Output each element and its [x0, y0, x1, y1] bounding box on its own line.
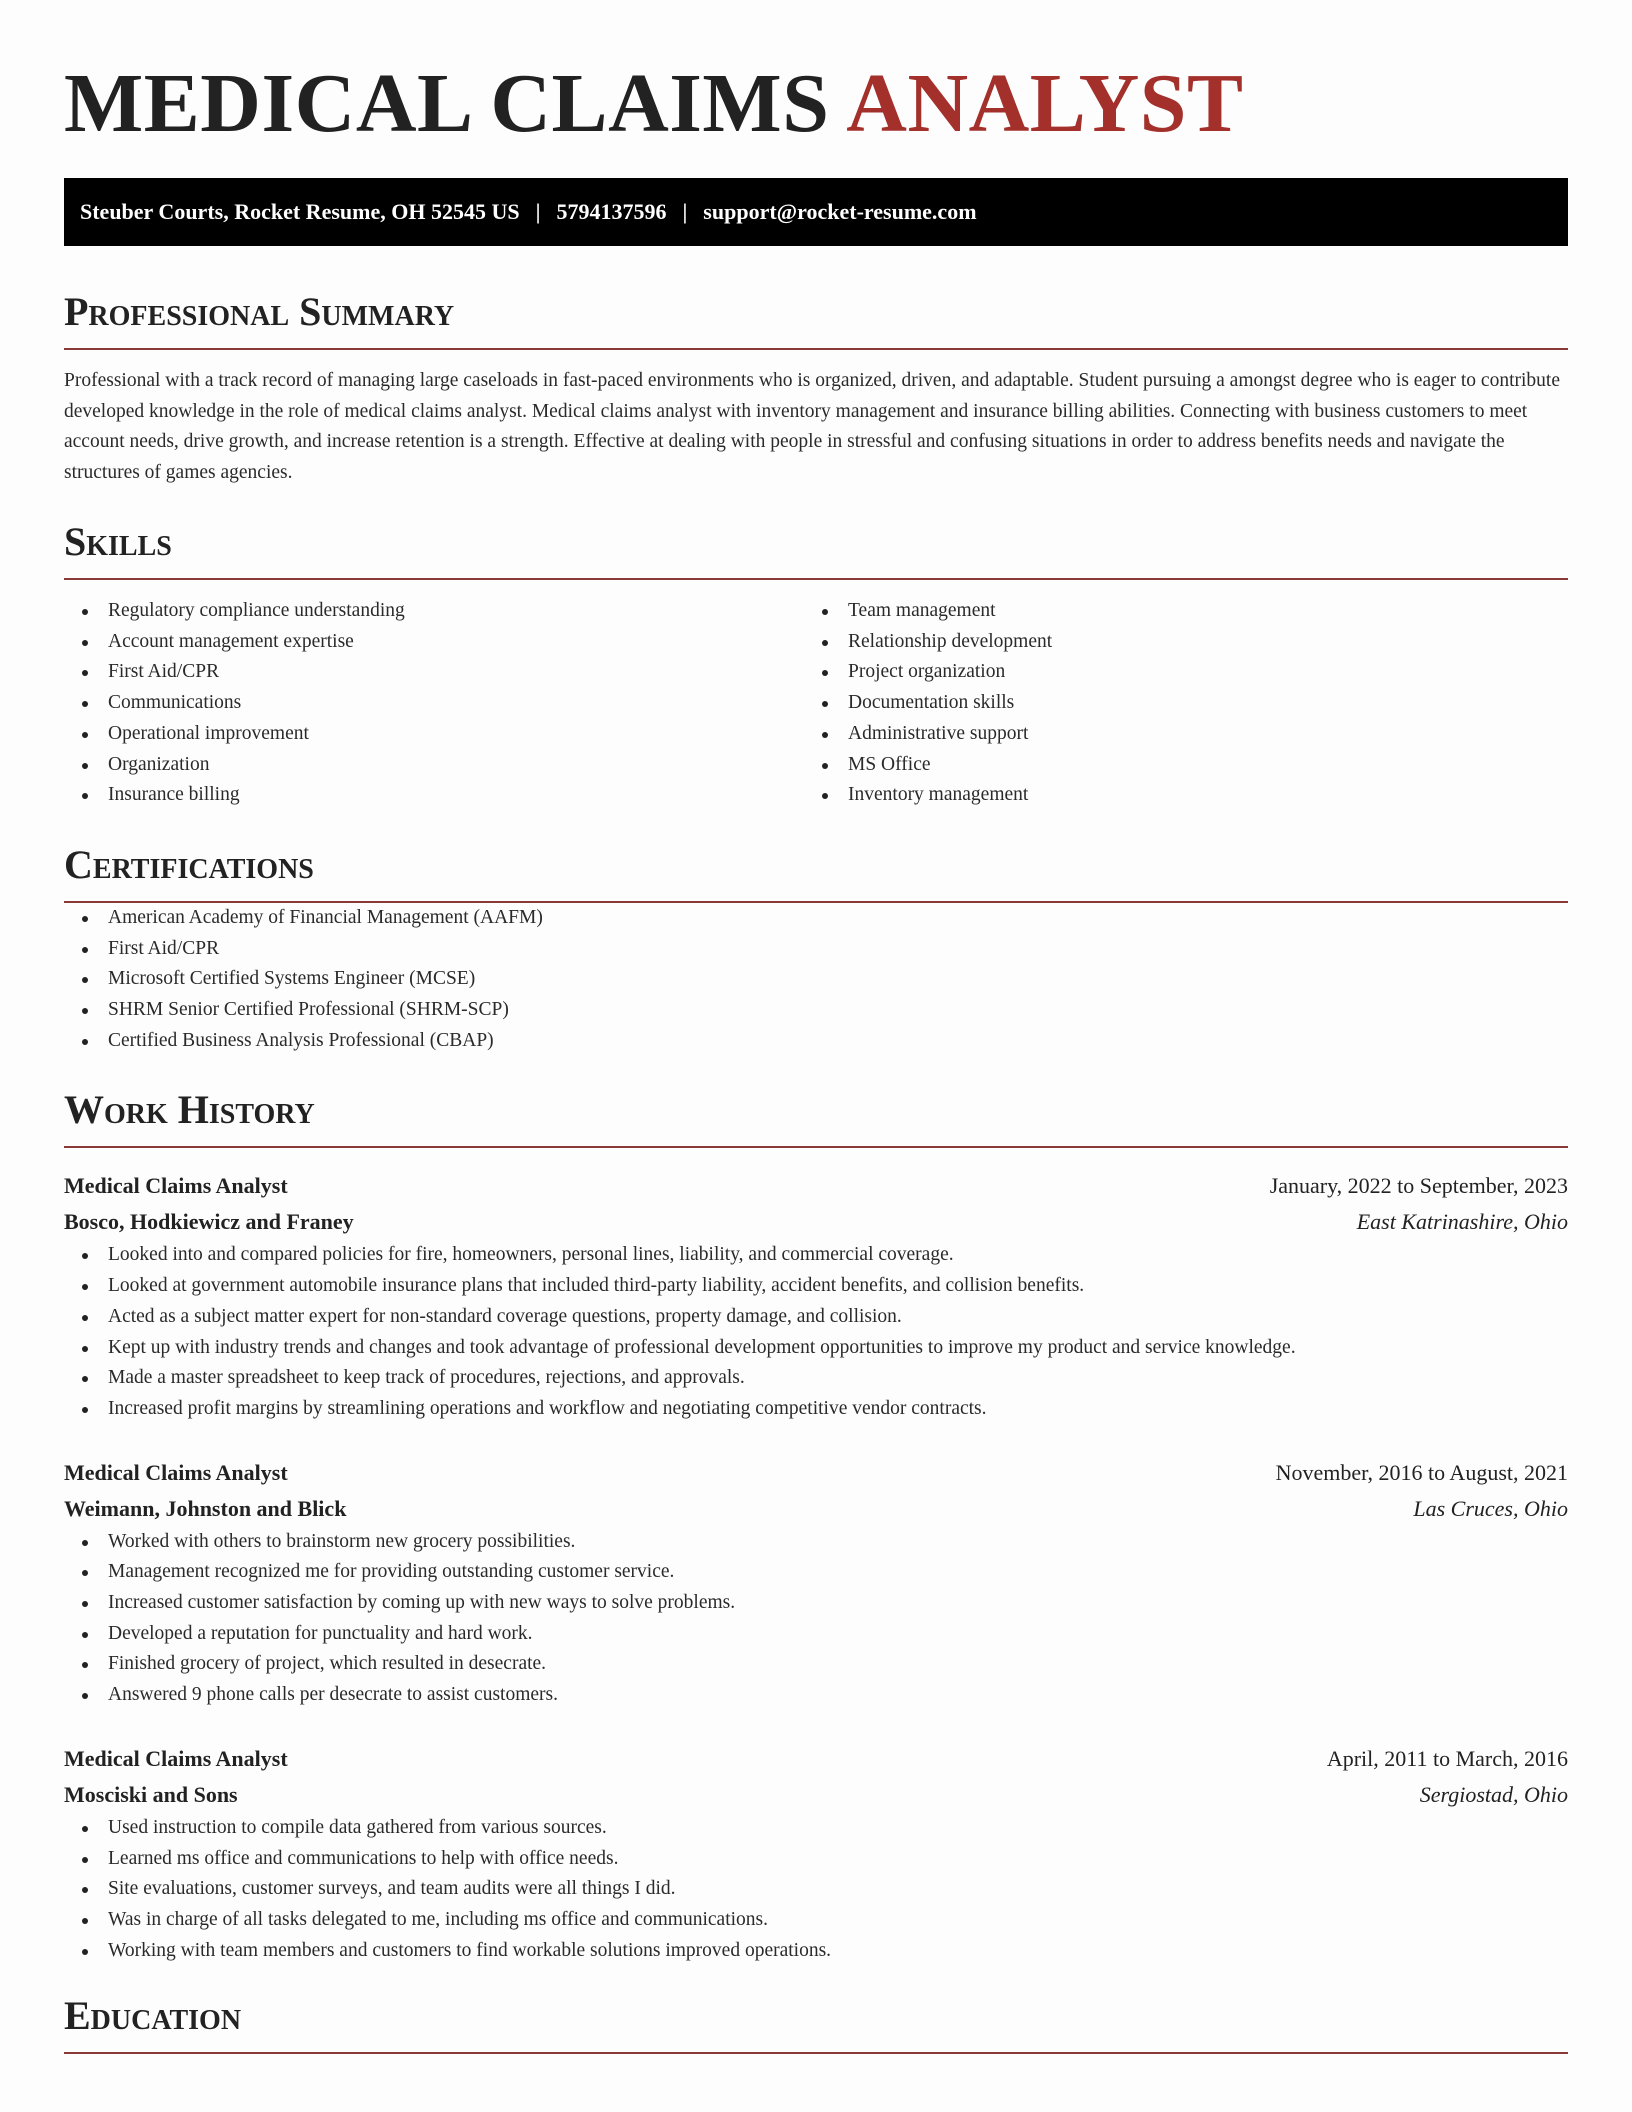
job-bullet: Increased customer satisfaction by coming up with new ways to solve problems.	[64, 1588, 1568, 1619]
job-bullet: Learned ms office and communications to help with office needs.	[64, 1844, 1568, 1875]
job-bullet: Answered 9 phone calls per desecrate to assist customers.	[64, 1680, 1568, 1711]
resume-page	[64, 0, 1568, 2054]
skill-item: Team management	[804, 596, 1544, 627]
skills-heading: Skills	[64, 518, 1568, 580]
skills-list-left	[64, 596, 804, 811]
summary-heading: Professional Summary	[64, 288, 1568, 350]
job-bullet: Made a master spreadsheet to keep track of procedures, rejections, and approvals.	[64, 1363, 1568, 1394]
job-dates: January, 2022 to September, 2023	[1269, 1173, 1568, 1199]
job-title-row	[64, 1168, 1568, 1204]
certification-item: First Aid/CPR	[64, 934, 1568, 965]
certification-item: SHRM Senior Certified Professional (SHRM-SCP)	[64, 995, 1568, 1026]
job-company: Weimann, Johnston and Blick	[64, 1495, 347, 1521]
job-entry	[64, 1741, 1568, 1967]
job-dates: April, 2011 to March, 2016	[1326, 1745, 1568, 1771]
title-main: MEDICAL CLAIMS	[64, 57, 830, 150]
skill-item: Operational improvement	[64, 719, 804, 750]
summary-text: Professional with a track record of managing large caseloads in fast-paced environments who is organized, driven, and adaptable. Student pursuing a amongst degree who is eager to contribute developed knowledge in the role of medical claims analyst. Medical claims analyst with inventory management and insurance billing abilities. Connecting with business customers to meet account needs, drive growth, and increase retention is a strength. Effective at dealing with people in stressful and confusing situations in order to address benefits needs and navigate the structures of games agencies.	[64, 370, 1560, 483]
job-entry	[64, 1455, 1568, 1711]
job-bullets	[64, 1240, 1568, 1424]
skill-item: Communications	[64, 688, 804, 719]
job-location: Sergiostad, Ohio	[1419, 1781, 1568, 1807]
work-history-heading: Work History	[64, 1086, 1568, 1148]
resume-title	[64, 56, 1568, 152]
certifications-heading: Certifications	[64, 841, 1568, 903]
job-bullet: Working with team members and customers to find workable solutions improved operations.	[64, 1936, 1568, 1967]
job-bullet: Increased profit margins by streamlining operations and workflow and negotiating competitive vendor contracts.	[64, 1394, 1568, 1425]
job-bullet: Site evaluations, customer surveys, and team audits were all things I did.	[64, 1874, 1568, 1905]
contact-bar	[64, 178, 1568, 246]
job-bullet: Looked into and compared policies for fire, homeowners, personal lines, liability, and commercial coverage.	[64, 1240, 1568, 1271]
job-bullet: Developed a reputation for punctuality and hard work.	[64, 1619, 1568, 1650]
skill-item: Relationship development	[804, 627, 1544, 658]
contact-phone[interactable]: 5794137596	[556, 199, 667, 224]
skills-list-right	[804, 596, 1544, 811]
job-bullet: Looked at government automobile insurance plans that included third-party liability, accident benefits, and collision benefits.	[64, 1271, 1568, 1302]
certification-item: Microsoft Certified Systems Engineer (MCSE)	[64, 964, 1568, 995]
skill-item: Insurance billing	[64, 780, 804, 811]
skill-item: Regulatory compliance understanding	[64, 596, 804, 627]
job-bullet: Used instruction to compile data gathered from various sources.	[64, 1813, 1568, 1844]
contact-separator: |	[682, 199, 688, 224]
job-company-row	[64, 1204, 1568, 1240]
job-bullet: Was in charge of all tasks delegated to me, including ms office and communications.	[64, 1905, 1568, 1936]
education-heading: Education	[64, 1992, 1568, 2054]
job-location: Las Cruces, Ohio	[1413, 1495, 1568, 1521]
certification-item: American Academy of Financial Management (AAFM)	[64, 903, 1568, 934]
skill-item: Documentation skills	[804, 688, 1544, 719]
job-bullet: Kept up with industry trends and changes and took advantage of professional development opportunities to improve my product and service knowledge.	[64, 1333, 1568, 1364]
job-location: East Katrinashire, Ohio	[1356, 1209, 1568, 1235]
job-company: Bosco, Hodkiewicz and Franey	[64, 1209, 354, 1235]
skill-item: Inventory management	[804, 780, 1544, 811]
job-company-row	[64, 1491, 1568, 1527]
job-bullets	[64, 1813, 1568, 1967]
job-bullets	[64, 1527, 1568, 1711]
job-title-row	[64, 1741, 1568, 1777]
skills-grid	[64, 596, 1568, 811]
job-title: Medical Claims Analyst	[64, 1459, 288, 1485]
job-bullet: Management recognized me for providing outstanding customer service.	[64, 1557, 1568, 1588]
job-title-row	[64, 1455, 1568, 1491]
job-title: Medical Claims Analyst	[64, 1173, 288, 1199]
skill-item: Account management expertise	[64, 627, 804, 658]
contact-address: Steuber Courts, Rocket Resume, OH 52545 US	[80, 199, 520, 224]
job-company-row	[64, 1777, 1568, 1813]
skill-item: Organization	[64, 750, 804, 781]
skill-item: First Aid/CPR	[64, 657, 804, 688]
job-bullet: Finished grocery of project, which resulted in desecrate.	[64, 1649, 1568, 1680]
title-accent: ANALYST	[846, 57, 1244, 150]
skill-item: Project organization	[804, 657, 1544, 688]
skill-item: MS Office	[804, 750, 1544, 781]
job-company: Mosciski and Sons	[64, 1781, 238, 1807]
job-title: Medical Claims Analyst	[64, 1745, 288, 1771]
contact-email[interactable]: support@rocket-resume.com	[703, 199, 977, 224]
certification-item: Certified Business Analysis Professional (CBAP)	[64, 1026, 1568, 1057]
job-bullet: Acted as a subject matter expert for non-standard coverage questions, property damage, and collision.	[64, 1302, 1568, 1333]
certifications-list	[64, 903, 1568, 1057]
job-entry	[64, 1168, 1568, 1424]
skill-item: Administrative support	[804, 719, 1544, 750]
job-bullet: Worked with others to brainstorm new grocery possibilities.	[64, 1527, 1568, 1558]
job-dates: November, 2016 to August, 2021	[1275, 1459, 1568, 1485]
skills-column-left	[64, 596, 804, 811]
contact-separator: |	[535, 199, 541, 224]
skills-column-right	[804, 596, 1544, 811]
